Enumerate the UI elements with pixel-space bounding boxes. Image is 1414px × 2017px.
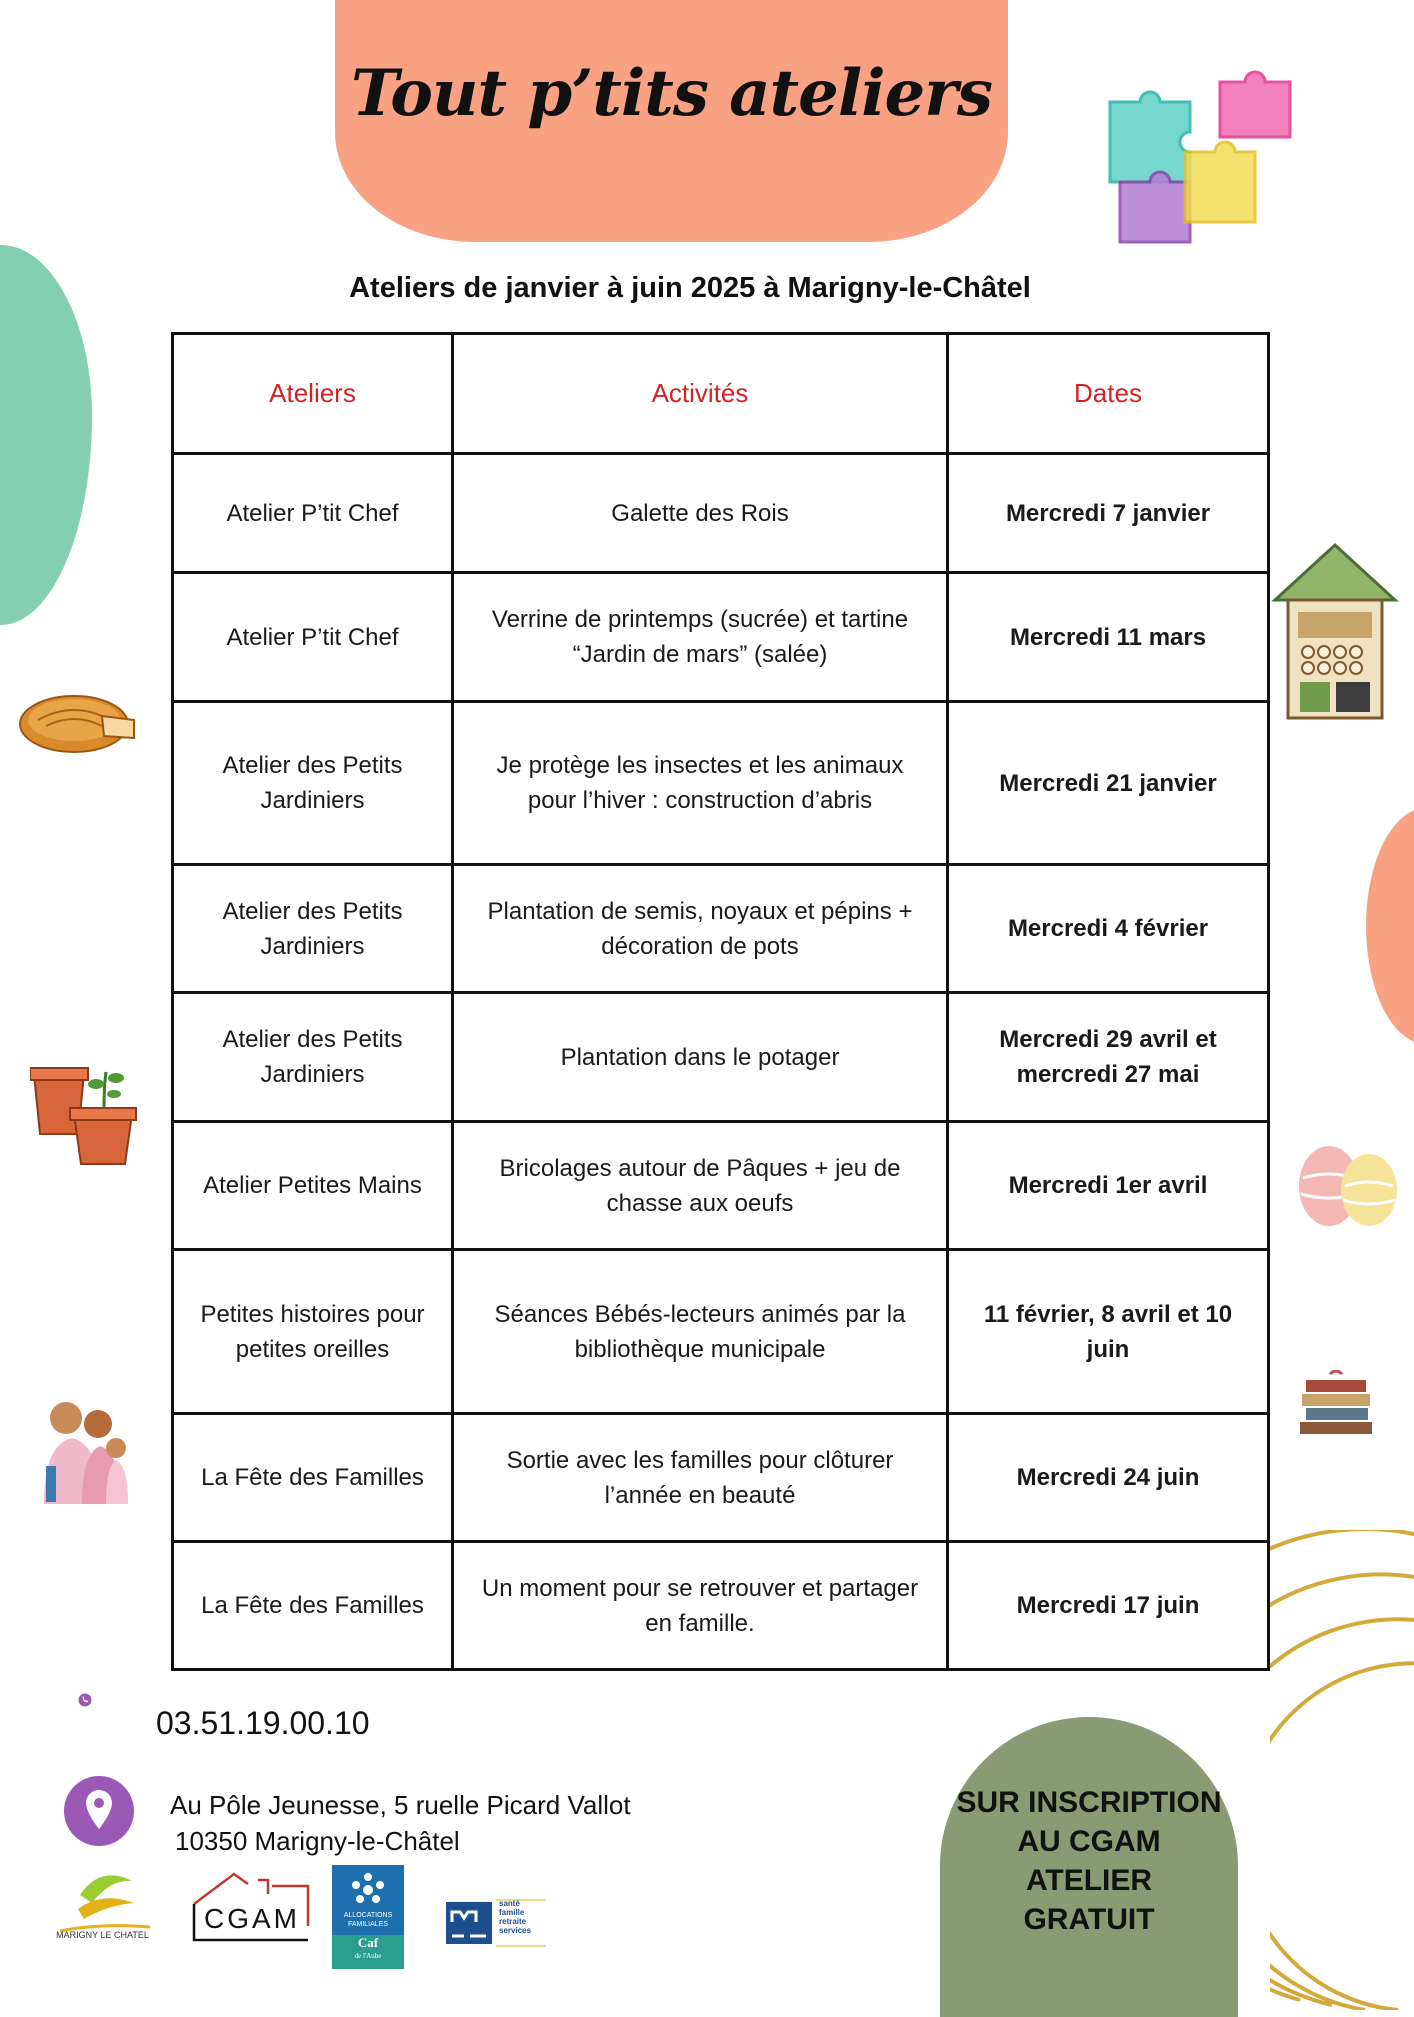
- page-subtitle: Ateliers de janvier à juin 2025 à Marigny-le-Châtel: [349, 272, 1031, 304]
- table-row: [173, 1250, 1269, 1414]
- gold-arcs-decoration: [1270, 1530, 1414, 2010]
- location-pin-icon: [64, 1776, 134, 1846]
- cell-date: Mercredi 1er avril: [948, 1122, 1269, 1250]
- caf-emblem-icon: [348, 1871, 388, 1909]
- cell-date: Mercredi 29 avril et mercredi 27 mai: [948, 993, 1269, 1122]
- phone-icon: [78, 1693, 92, 1707]
- inscription-line: SUR INSCRIPTION: [956, 1786, 1222, 1819]
- table-row: [173, 454, 1269, 573]
- cell-atelier: Petites histoires pour petites oreilles: [173, 1250, 453, 1414]
- header-dates: Dates: [948, 334, 1269, 454]
- cell-activite: Plantation de semis, noyaux et pépins + décoration de pots: [453, 865, 948, 993]
- caf-top-line: FAMILIALES: [347, 1921, 389, 1928]
- cell-atelier: Atelier P’tit Chef: [173, 573, 453, 702]
- cell-date: Mercredi 24 juin: [948, 1414, 1269, 1542]
- table-row: [173, 1122, 1269, 1250]
- page-title: Tout p’tits ateliers: [351, 56, 992, 131]
- cell-activite: Un moment pour se retrouver et partager en famille.: [453, 1542, 948, 1670]
- cell-activite: Je protège les insectes et les animaux pour l’hiver : construction d’abris: [453, 702, 948, 865]
- cell-atelier: Atelier Petites Mains: [173, 1122, 453, 1250]
- caf-top-line: ALLOCATIONS: [343, 1912, 393, 1919]
- marigny-logo-text: MARIGNY LE CHATEL: [56, 1930, 149, 1940]
- cgam-logo-text: CGAM: [204, 1903, 300, 1934]
- cell-atelier: La Fête des Familles: [173, 1414, 453, 1542]
- table-row: [173, 993, 1269, 1122]
- cell-activite: Séances Bébés-lecteurs animés par la bibliothèque municipale: [453, 1250, 948, 1414]
- table-row: [173, 1542, 1269, 1670]
- easter-eggs-icon: [1295, 1138, 1401, 1230]
- msa-line: retraite: [499, 1917, 527, 1926]
- inscription-line: AU CGAM: [1017, 1825, 1161, 1858]
- cell-activite: Bricolages autour de Pâques + jeu de chasse aux oeufs: [453, 1122, 948, 1250]
- cell-date: 11 février, 8 avril et 10 juin: [948, 1250, 1269, 1414]
- flower-pots-icon: [30, 1060, 138, 1168]
- cell-date: Mercredi 11 mars: [948, 573, 1269, 702]
- caf-sub: de l'Aube: [354, 1952, 382, 1960]
- cell-atelier: Atelier des Petits Jardiniers: [173, 865, 453, 993]
- caf-top-text: [332, 1911, 404, 1929]
- cell-atelier: La Fête des Familles: [173, 1542, 453, 1670]
- msa-logo-text: [499, 1899, 531, 1935]
- inscription-text: [940, 1783, 1238, 1939]
- msa-line: santé: [499, 1899, 520, 1908]
- cell-date: Mercredi 7 janvier: [948, 454, 1269, 573]
- phone-number: 03.51.19.00.10: [156, 1705, 370, 1741]
- caf-bottom-band: [332, 1935, 404, 1969]
- cell-atelier: Atelier des Petits Jardiniers: [173, 702, 453, 865]
- cell-date: Mercredi 4 février: [948, 865, 1269, 993]
- salmon-blob-decoration: [1366, 808, 1414, 1044]
- msa-line: famille: [499, 1908, 525, 1917]
- cell-activite: Verrine de printemps (sucrée) et tartine “Jardin de mars” (salée): [453, 573, 948, 702]
- family-icon: [28, 1396, 138, 1506]
- header-ateliers: Ateliers: [173, 334, 453, 454]
- caf-name: Caf: [357, 1935, 379, 1950]
- insect-hotel-icon: [1270, 540, 1400, 725]
- books-icon: [1300, 1370, 1375, 1436]
- cell-activite: Galette des Rois: [453, 454, 948, 573]
- caf-logo: [332, 1865, 404, 1969]
- table-header-row: [173, 334, 1269, 454]
- galette-icon: [18, 686, 136, 756]
- cell-atelier: Atelier des Petits Jardiniers: [173, 993, 453, 1122]
- cell-activite: Plantation dans le potager: [453, 993, 948, 1122]
- table-row: [173, 573, 1269, 702]
- inscription-line: GRATUIT: [1023, 1903, 1155, 1936]
- table-row: [173, 1414, 1269, 1542]
- puzzle-icon: [1100, 62, 1300, 252]
- cell-date: Mercredi 17 juin: [948, 1542, 1269, 1670]
- cell-date: Mercredi 21 janvier: [948, 702, 1269, 865]
- cgam-logo: [188, 1870, 313, 1950]
- header-activites: Activités: [453, 334, 948, 454]
- address-line-2: 10350 Marigny-le-Châtel: [175, 1826, 460, 1856]
- green-blob-decoration: [0, 245, 92, 625]
- cell-activite: Sortie avec les familles pour clôturer l’année en beauté: [453, 1414, 948, 1542]
- address-line-1: Au Pôle Jeunesse, 5 ruelle Picard Vallot: [170, 1790, 631, 1820]
- cell-atelier: Atelier P’tit Chef: [173, 454, 453, 573]
- table-row: [173, 702, 1269, 865]
- schedule-table: [171, 332, 1270, 1671]
- inscription-line: ATELIER: [1025, 1864, 1153, 1897]
- table-row: [173, 865, 1269, 993]
- msa-line: services: [499, 1926, 532, 1935]
